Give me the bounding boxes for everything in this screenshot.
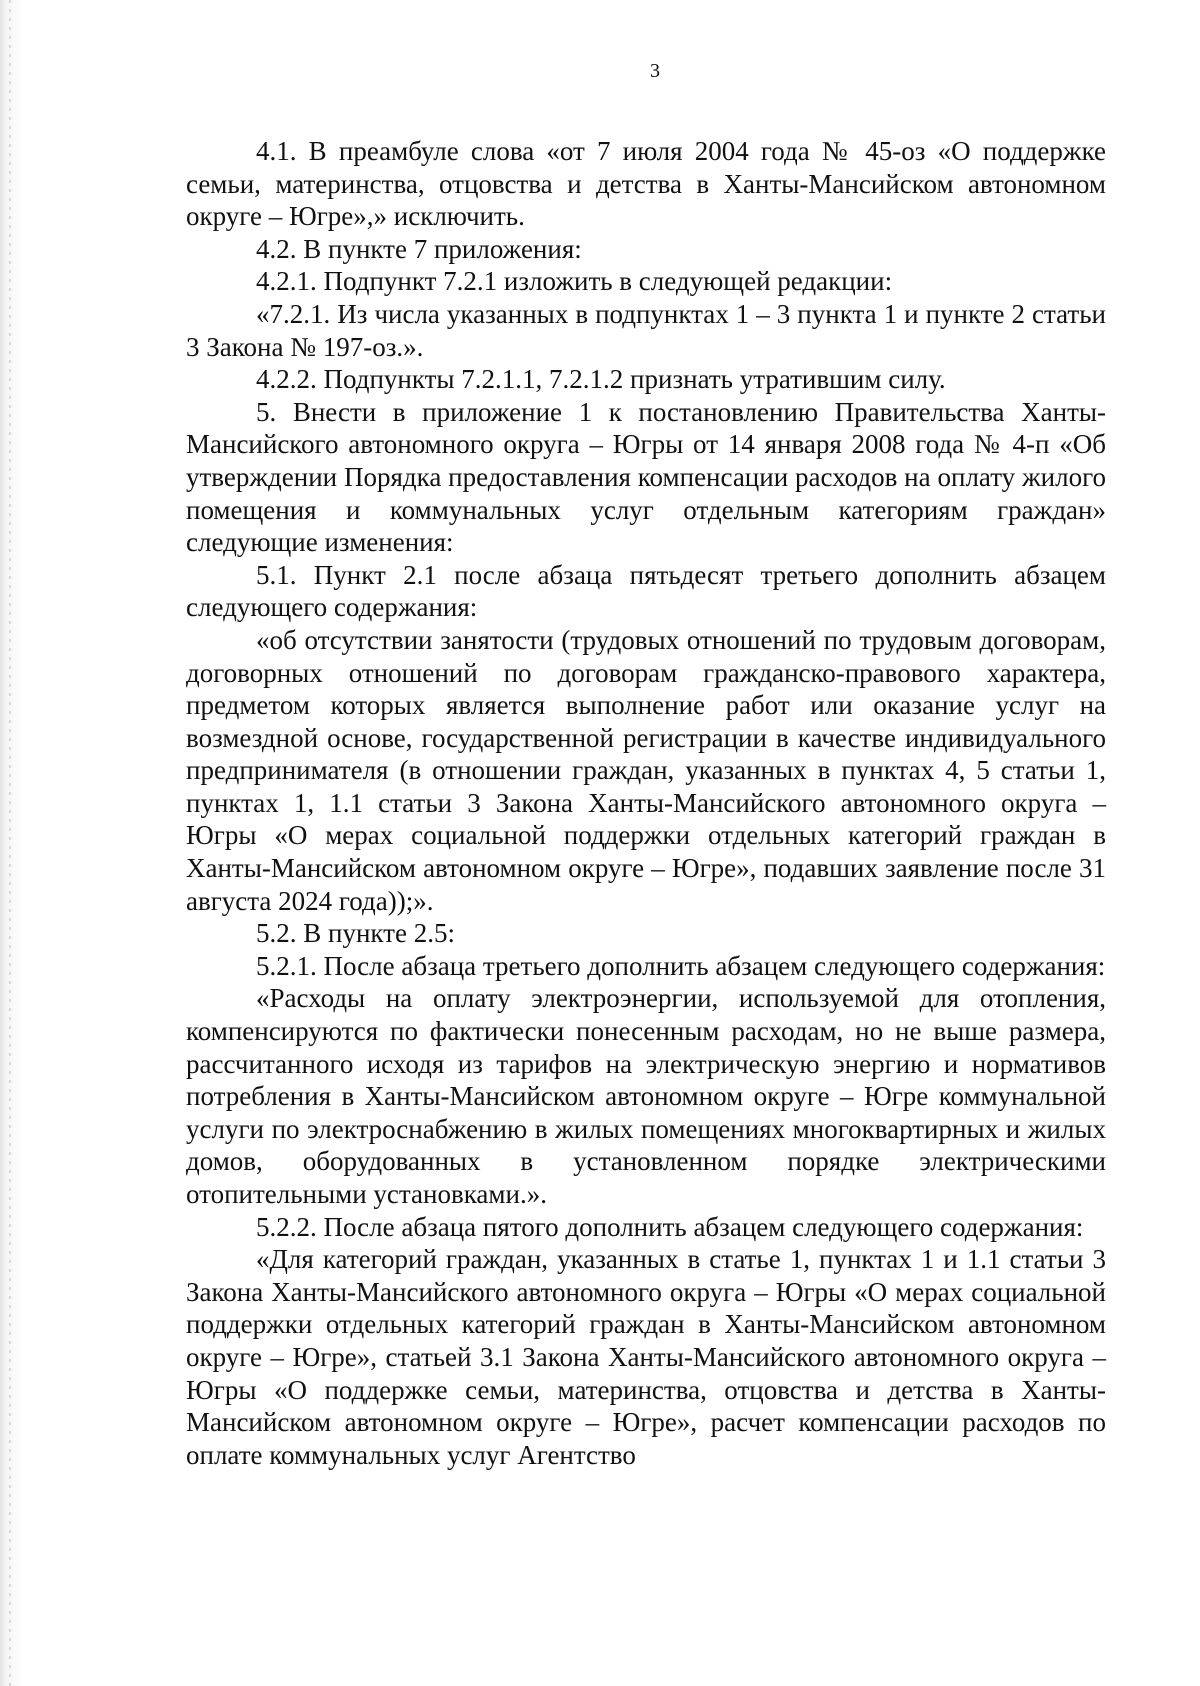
paragraph-7-2-1-quote: «7.2.1. Из числа указанных в подпунктах 1 – 3 пункта 1 и пункте 2 статьи 3 Закона № 197-оз.». [186, 298, 1106, 362]
page-number: 3 [650, 60, 660, 82]
paragraph-4-1: 4.1. В преамбуле слова «от 7 июля 2004 года № 45-оз «О поддержке семьи, материнства, отцовства и детства в Ханты-Мансийском автономном округе – Югре»,» исключить. [186, 136, 1106, 232]
paragraph-5-1: 5.1. Пункт 2.1 после абзаца пятьдесят третьего дополнить абзацем следующего содержания: [186, 559, 1106, 623]
paragraph-5-2-1-quote: «Расходы на оплату электроэнергии, используемой для отопления, компенсируются по фактически понесенным расходам, но не выше размера, рассчитанного исходя из тарифов на электрическую энергию и нормативов потребления в Ханты-Мансийском автономном округе – Югре коммунальной услуги по электроснабжению в жилых помещениях многоквартирных и жилых домов, оборудованных в установленном порядке электрическими отопительными установками.». [186, 983, 1106, 1209]
document-body [186, 135, 1106, 1471]
paragraph-5-2: 5.2. В пункте 2.5: [256, 918, 455, 949]
paragraph-5-2-1: 5.2.1. После абзаца третьего дополнить абзацем следующего содержания: [256, 950, 1106, 981]
paragraph-4-2-2: 4.2.2. Подпункты 7.2.1.1, 7.2.1.2 признать утратившим силу. [256, 364, 946, 395]
scan-edge-artifact [9, 0, 11, 1686]
paragraph-5-2-2: 5.2.2. После абзаца пятого дополнить абзацем следующего содержания: [256, 1211, 1084, 1242]
paragraph-4-2-1: 4.2.1. Подпункт 7.2.1 изложить в следующей редакции: [256, 266, 893, 297]
paragraph-5: 5. Внести в приложение 1 к постановлению Правительства Ханты-Мансийского автономного округа – Югры от 14 января 2008 года № 4-п «Об утверждении Порядка предоставления компенсации расходов на оплату жилого помещения и коммунальных услуг отдельным категориям граждан» следующие изменения: [186, 396, 1106, 558]
paragraph-4-2: 4.2. В пункте 7 приложения: [256, 233, 582, 264]
paragraph-5-2-2-quote: «Для категорий граждан, указанных в статье 1, пунктах 1 и 1.1 статьи 3 Закона Ханты-Мансийского автономного округа – Югры «О мерах социальной поддержки отдельных категорий граждан в Ханты-Мансийском автономном округе – Югре», статьей 3.1 Закона Ханты-Мансийского автономного округа – Югры «О поддержке семьи, материнства, отцовства и детства в Ханты-Мансийском автономном округе – Югре», расчет компенсации расходов по оплате коммунальных услуг Агентство [186, 1244, 1106, 1470]
scan-edge [0, 0, 22, 1686]
paragraph-5-1-quote: «об отсутствии занятости (трудовых отношений по трудовым договорам, договорных отношений по договорам гражданско-правового характера, предметом которых является выполнение работ или оказание услуг на возмездной основе, государственной регистрации в качестве индивидуального предпринимателя (в отношении граждан, указанных в пунктах 4, 5 статьи 1, пунктах 1, 1.1 статьи 3 Закона Ханты-Мансийского автономного округа – Югры «О мерах социальной поддержки отдельных категорий граждан в Ханты-Мансийском автономном округе – Югре», подавших заявление после 31 августа 2024 года));». [186, 624, 1106, 916]
